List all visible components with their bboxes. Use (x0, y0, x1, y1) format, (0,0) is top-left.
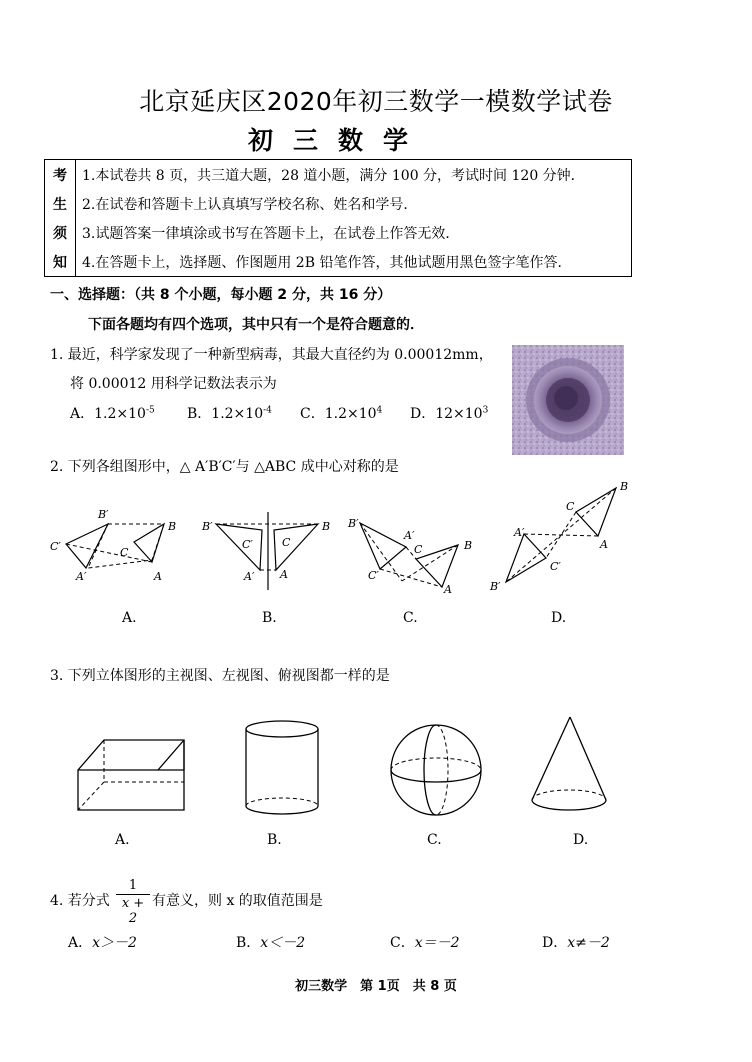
q1-line1: 1. 最近，科学家发现了一种新型病毒，其最大直径约为 0.00012mm， (50, 347, 493, 363)
cuboid-figure (74, 736, 189, 816)
vertex-label: B (168, 520, 177, 533)
q4-option-b: B．x＜－2 (236, 935, 306, 951)
notice-item: 4.在答题卡上，选择题、作图题用 2B 铅笔作答，其他试题用黑色签字笔作答． (76, 247, 632, 277)
vertex-label: B′ (98, 508, 109, 521)
vertex-label: B′ (202, 520, 213, 533)
q1-option-c: C．$1.2\times 10^4$ (300, 405, 383, 422)
vertex-label: A (280, 568, 288, 581)
page-footer: 初三数学 第 1页 共 8 页 (295, 979, 457, 994)
virus-image (512, 345, 624, 455)
notice-item: 3.试题答案一律填涂或书写在答题卡上，在试卷上作答无效． (76, 218, 632, 247)
q1-option-a: A．$1.2\times 10^{-5}$ (70, 405, 155, 422)
q2-label-c: C. (403, 610, 418, 626)
q1-option-b: B．$1.2\times 10^{-4}$ (187, 405, 272, 422)
q4-numerator: 1 (116, 878, 150, 895)
q4-denominator: x + 2 (121, 896, 145, 926)
exam-title: 北京延庆区2020年初三数学一模数学试卷 (139, 87, 613, 116)
q2-figure-a (48, 500, 178, 592)
q4-option-a: A．x＞－2 (68, 935, 137, 951)
q2-label-a: A. (122, 610, 137, 626)
notice-side-char: 知 (45, 247, 76, 277)
vertex-label: A′ (76, 570, 87, 583)
vertex-label: C (120, 546, 129, 559)
q4-fraction (116, 878, 150, 926)
vertex-label: C (282, 536, 291, 549)
q4-option-c: C．x＝－2 (390, 935, 460, 951)
vertex-label: A′ (514, 526, 525, 539)
q3-label-c: C. (427, 832, 442, 848)
q2-figure-b (198, 500, 338, 592)
notice-item: 2.在试卷和答题卡上认真填写学校名称、姓名和学号． (76, 189, 632, 218)
notice-table (44, 159, 632, 277)
q2-label-d: D. (551, 610, 567, 626)
q4-prefix: 4. 若分式 (50, 893, 110, 909)
vertex-label: B′ (490, 580, 501, 593)
q2-label-b: B. (262, 610, 277, 626)
q3-stem: 3. 下列立体图形的主视图、左视图、俯视图都一样的是 (50, 668, 390, 684)
section-heading: 一、选择题：（共 8 个小题，每小题 2 分，共 16 分） (50, 287, 392, 303)
q1-line2: 将 0.00012 用科学记数法表示为 (70, 376, 277, 392)
vertex-label: A (154, 570, 162, 583)
vertex-label: C (414, 543, 423, 556)
vertex-label: C′ (50, 540, 61, 553)
notice-side-char: 考 (45, 160, 76, 190)
vertex-label: A′ (404, 529, 415, 542)
notice-side-char: 生 (45, 189, 76, 218)
notice-item: 1.本试卷共 8 页，共三道大题，28 道小题，满分 100 分，考试时间 120 分钟． (76, 160, 632, 190)
vertex-label: B (620, 480, 629, 493)
vertex-label: C′ (550, 560, 561, 573)
sphere-figure (386, 720, 486, 820)
vertex-label: A (600, 538, 608, 551)
cone-figure (528, 714, 610, 818)
vertex-label: C′ (242, 538, 253, 551)
vertex-label: B′ (348, 517, 359, 530)
q2-stem: 2. 下列各组图形中，△ A′B′C′与 △ABC 成中心对称的是 (50, 459, 399, 475)
section-instruction: 下面各题均有四个选项，其中只有一个是符合题意的． (88, 317, 424, 333)
exam-subtitle: 初三数学 (248, 126, 429, 155)
q4-suffix: 有意义，则 x 的取值范围是 (152, 893, 323, 909)
q1-option-d: D．$12\times 10^3$ (410, 405, 489, 422)
q3-label-a: A. (115, 832, 130, 848)
vertex-label: C (566, 500, 575, 513)
vertex-label: A′ (244, 570, 255, 583)
q3-label-b: B. (267, 832, 282, 848)
q2-figure-d (484, 478, 634, 596)
q2-figure-c (346, 505, 482, 597)
vertex-label: C′ (368, 569, 379, 582)
q4-option-d: D．x≠－2 (542, 935, 610, 951)
cylinder-figure (240, 718, 326, 818)
q3-label-d: D. (573, 832, 589, 848)
notice-side-char: 须 (45, 218, 76, 247)
vertex-label: A (444, 583, 452, 596)
vertex-label: B (464, 539, 473, 552)
vertex-label: B (322, 520, 331, 533)
